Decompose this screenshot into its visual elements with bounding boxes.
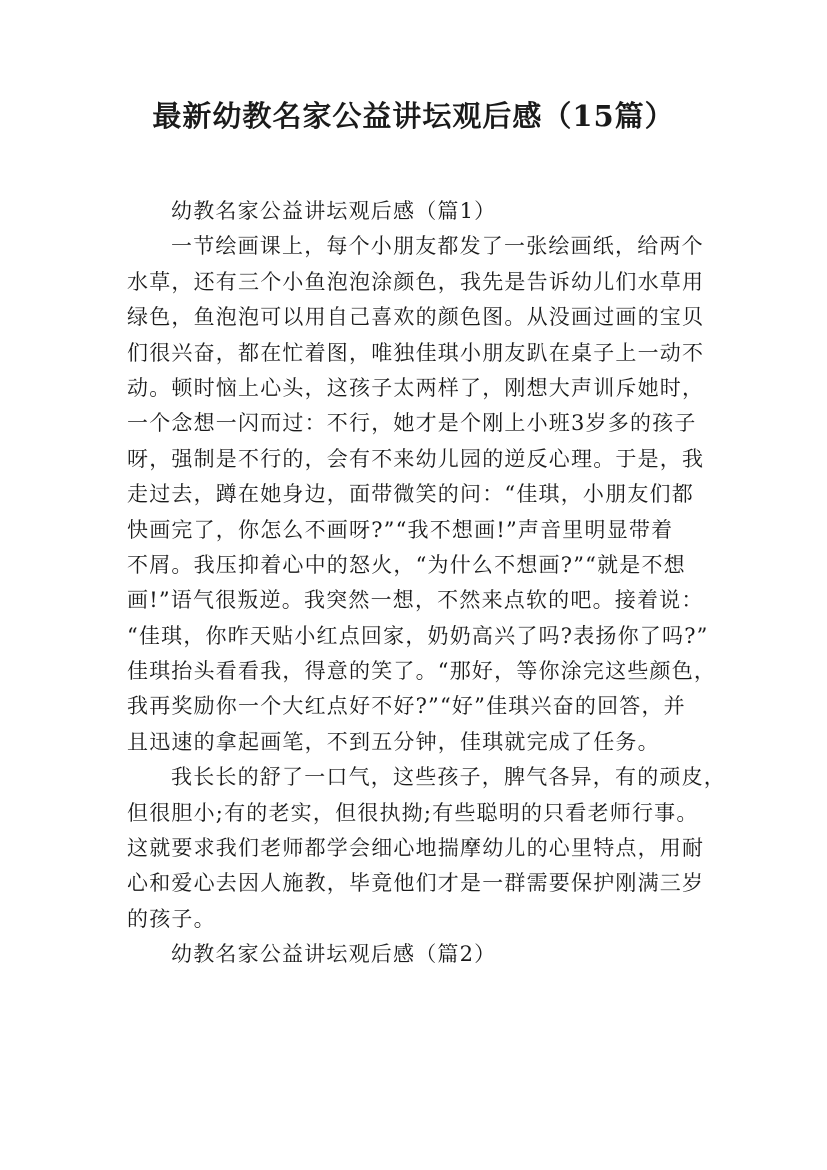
text-line: 我再奖励你一个大红点好不好?”“好”佳琪兴奋的回答，并 <box>127 694 686 719</box>
text-line: 佳琪抬头看看我，得意的笑了。“那好，等你涂完这些颜色， <box>127 659 717 684</box>
document-body <box>127 194 726 973</box>
text-line: 一个念想一闪而过：不行，她才是个刚上小班3岁多的孩子 <box>127 411 697 436</box>
text-line: 快画完了，你怎么不画呀?”“我不想画!”声音里明显带着 <box>127 517 674 542</box>
text-line: 画!”语气很叛逆。我突然一想，不然来点软的吧。接着说： <box>127 588 704 613</box>
text-line: 的孩子。 <box>127 906 216 931</box>
section-heading: 幼教名家公益讲坛观后感（篇1） <box>171 199 497 223</box>
text-line: 动。顿时恼上心头，这孩子太两样了，刚想大声训斥她时， <box>127 375 705 400</box>
text-line: “佳琪，你昨天贴小红点回家，奶奶高兴了吗?表扬你了吗?” <box>127 623 709 648</box>
text-line: 走过去，蹲在她身边，面带微笑的问：“佳琪，小朋友们都 <box>127 482 694 507</box>
text-line: 一节绘画课上，每个小朋友都发了一张绘画纸，给两个 <box>171 234 704 259</box>
text-line: 们很兴奋，都在忙着图，唯独佳琪小朋友趴在桌子上一动不 <box>127 340 705 365</box>
text-line: 心和爱心去因人施教，毕竟他们才是一群需要保护刚满三岁 <box>127 871 705 896</box>
text-line: 且迅速的拿起画笔，不到五分钟，佳琪就完成了任务。 <box>127 729 660 754</box>
text-line: 我长长的舒了一口气，这些孩子，脾气各异，有的顽皮， <box>171 765 726 790</box>
text-line: 绿色，鱼泡泡可以用自己喜欢的颜色图。从没画过画的宝贝 <box>127 305 705 330</box>
text-line: 呀，强制是不行的，会有不来幼儿园的逆反心理。于是，我 <box>127 446 705 471</box>
text-line: 水草，还有三个小鱼泡泡涂颜色，我先是告诉幼儿们水草用 <box>127 269 705 294</box>
section-heading: 幼教名家公益讲坛观后感（篇2） <box>171 942 497 967</box>
document-title: 最新幼教名家公益讲坛观后感（15篇） <box>152 99 675 133</box>
text-line: 但很胆小;有的老实，但很执拗;有些聪明的只看老师行事。 <box>127 800 699 825</box>
text-line: 这就要求我们老师都学会细心地揣摩幼儿的心里特点，用耐 <box>127 836 705 861</box>
text-line: 不屑。我压抑着心中的怒火，“为什么不想画?”“就是不想 <box>127 552 686 577</box>
